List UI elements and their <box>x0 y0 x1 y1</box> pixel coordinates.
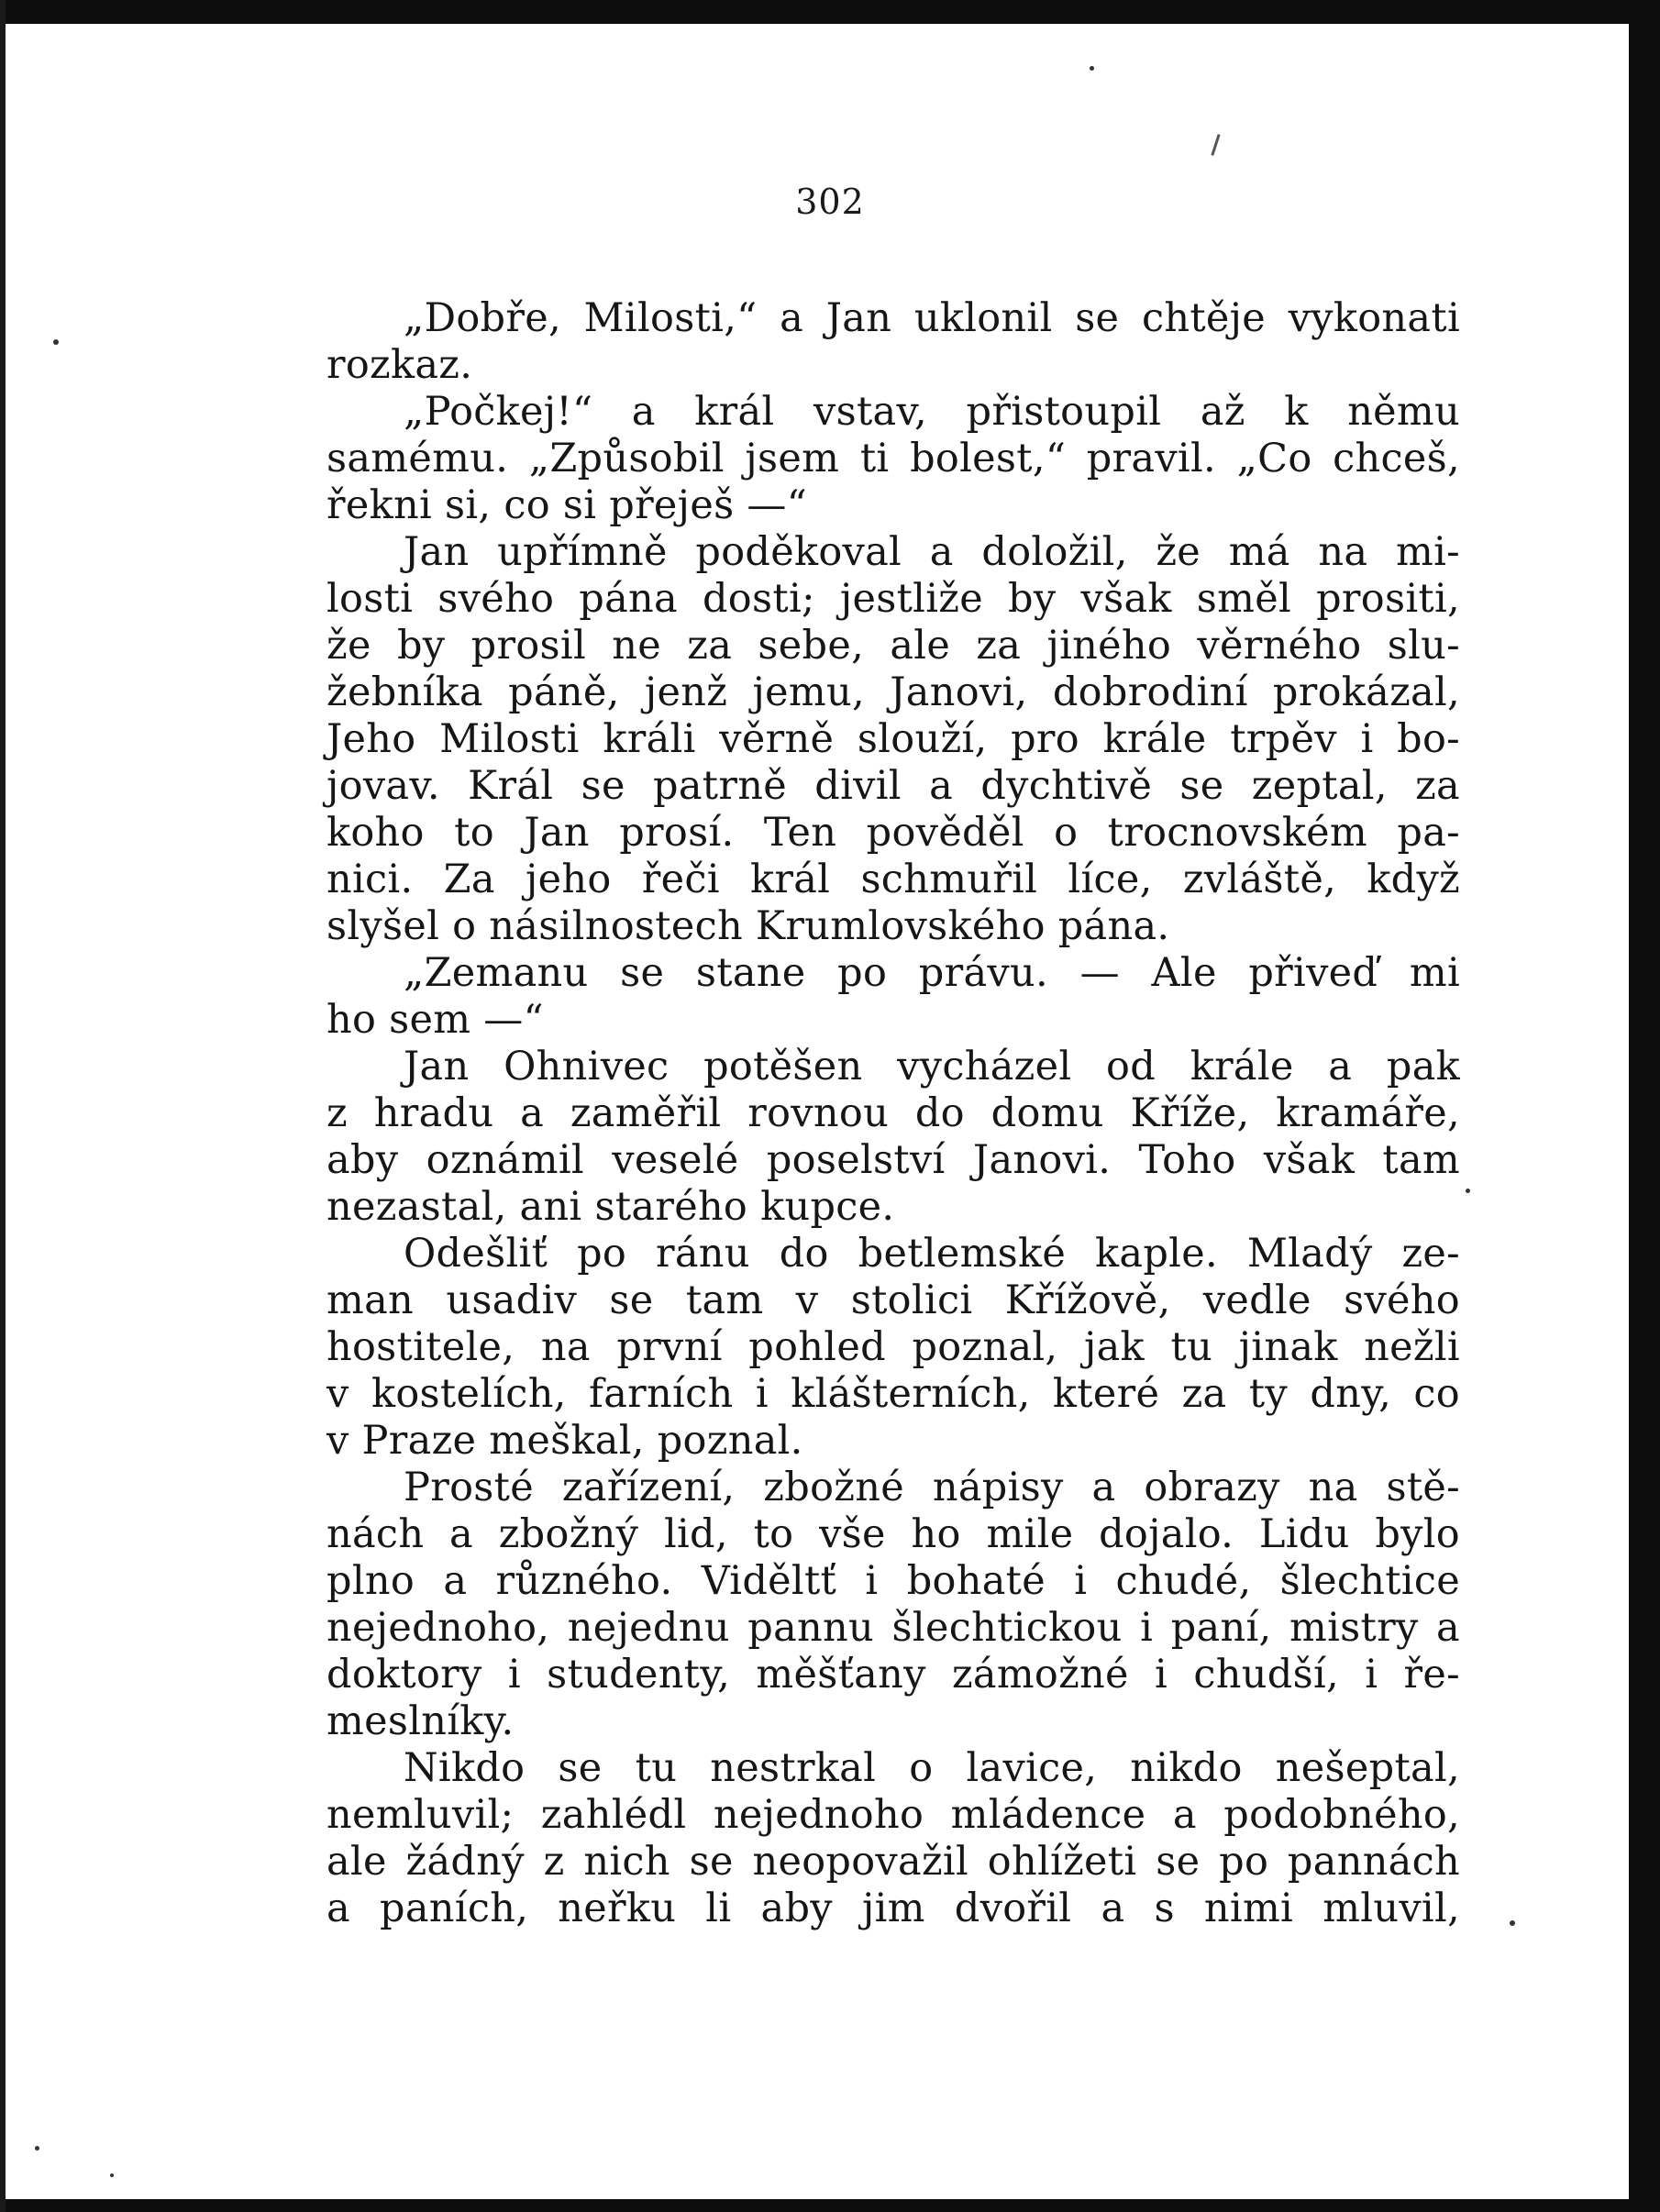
text-line: žebníka páně, jenž jemu, Janovi, dobrodiní prokázal, <box>326 669 1460 715</box>
text-line: že by prosil ne za sebe, ale za jiného věrného slu- <box>326 623 1460 669</box>
text-line: hostitele, na první pohled poznal, jak tu jinak nežli <box>326 1324 1460 1370</box>
text-line: nách a zbožný lid, to vše ho mile dojalo. Lidu bylo <box>326 1511 1460 1557</box>
text-line: „Zemanu se stane po právu. — Ale přiveď mi <box>404 950 1460 996</box>
text-line: ale žádný z nich se neopovažil ohlížeti se po pannách <box>326 1839 1460 1885</box>
text-line: Odešliť po ránu do betlemské kaple. Mladý ze- <box>404 1231 1460 1277</box>
text-line: nici. Za jeho řeči král schmuřil líce, zvláště, když <box>326 857 1460 902</box>
text-line: nemluvil; zahlédl nejednoho mládence a podobného, <box>326 1792 1460 1838</box>
text-line: losti svého pána dosti; jestliže by však směl prositi, <box>326 576 1460 622</box>
text-line: slyšel o násilnostech Krumlovského pána. <box>326 903 1170 949</box>
text-line: nezastal, ani starého kupce. <box>326 1184 895 1230</box>
text-line: „Počkej!“ a král vstav, přistoupil až k němu <box>404 389 1460 435</box>
text-line: v kostelích, farních i klášterních, které za ty dny, co <box>326 1371 1460 1417</box>
page-number: 302 <box>795 182 865 222</box>
scan-border-left <box>0 0 6 2212</box>
text-line: doktory i studenty, měšťany zámožné i chudší, i ře- <box>326 1652 1460 1698</box>
text-line: samému. „Způsobil jsem ti bolest,“ pravil. „Co chceš, <box>326 436 1460 481</box>
text-line: rozkaz. <box>326 342 473 388</box>
scan-speck <box>110 2173 114 2177</box>
text-line: v Praze meškal, poznal. <box>326 1418 803 1464</box>
body-text <box>326 295 1460 1932</box>
scan-border-bottom <box>0 2199 1660 2212</box>
scan-speck <box>1466 1189 1470 1193</box>
text-line: ho sem —“ <box>326 997 544 1043</box>
text-line: Jan upřímně poděkoval a doložil, že má na mi- <box>404 529 1460 575</box>
text-line: aby oznámil veselé poselství Janovi. Toho však tam <box>326 1137 1460 1183</box>
scan-speck <box>35 2146 39 2151</box>
scan-speck <box>53 339 59 345</box>
scan-speck <box>1090 66 1094 71</box>
text-line: Nikdo se tu nestrkal o lavice, nikdo nešeptal, <box>404 1745 1460 1791</box>
text-line: meslníky. <box>326 1698 515 1744</box>
text-line: jovav. Král se patrně divil a dychtivě se zeptal, za <box>326 763 1460 809</box>
text-line: a paních, neřku li aby jim dvořil a s nimi mluvil, <box>326 1886 1460 1931</box>
text-line: man usadiv se tam v stolici Křížově, vedle svého <box>326 1277 1460 1323</box>
text-line: z hradu a zaměřil rovnou do domu Kříže, kramáře, <box>326 1090 1460 1136</box>
text-line: plno a různého. Viděltť i bohaté i chudé, šlechtice <box>326 1558 1460 1604</box>
scan-speck <box>1510 1920 1515 1926</box>
pencil-mark <box>1211 134 1220 156</box>
text-line: Jeho Milosti králi věrně slouží, pro krále trpěv i bo- <box>326 716 1460 762</box>
text-line: nejednoho, nejednu pannu šlechtickou i paní, mistry a <box>326 1605 1460 1651</box>
text-line: Prosté zařízení, zbožné nápisy a obrazy na stě- <box>404 1465 1460 1510</box>
text-line: koho to Jan prosí. Ten pověděl o trocnovském pa- <box>326 810 1460 856</box>
text-line: řekni si, co si přeješ —“ <box>326 482 807 528</box>
scan-border-right <box>1629 0 1660 2212</box>
scan-border-top <box>0 0 1660 24</box>
text-line: Jan Ohnivec potěšen vycházel od krále a pak <box>404 1044 1460 1089</box>
text-line: „Dobře, Milosti,“ a Jan uklonil se chtěje vykonati <box>404 295 1460 341</box>
